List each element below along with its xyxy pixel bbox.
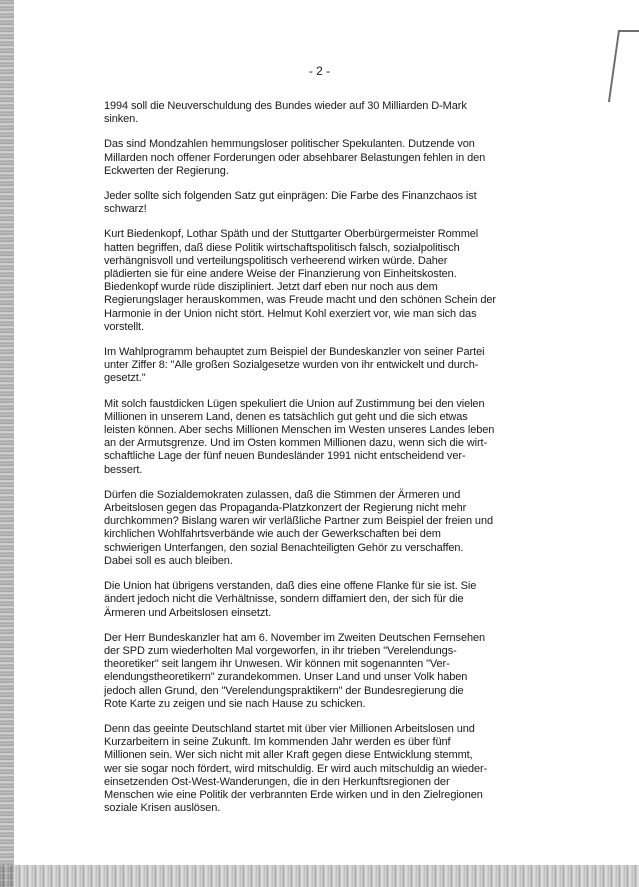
paragraph: Kurt Biedenkopf, Lothar Späth und der Stuttgarter Oberbürgermeister Rommel hatten begriffen, daß diese Politik wirtschaftspolitisch falsch, sozialpolitisch verhängnisvoll und verteilungspolitisch verheerend wirken würde. Daher plädierten sie für eine andere Weise der Finanzierung von Einheitskosten. Biedenkopf wurde rüde diszipliniert. Jetzt darf eben nur noch aus dem Regierungslager herauskommen, was Freude macht und den schönen Schein der Harmonie in der Union nicht stört. Helmut Kohl exerziert vor, wie man sich das vorstellt. [104, 228, 496, 333]
document-body [104, 100, 544, 827]
paragraph: Dürfen die Sozialdemokraten zulassen, daß die Stimmen der Ärmeren und Arbeitslosen gegen das Propaganda-Platzkonzert der Regierung nicht mehr durchkommen? Bislang waren wir verläßliche Partner zum Beispiel der freien und kirchlichen Wohlfahrtsverbände wie auch der Gewerkschaften bei dem schwierigen Unterfangen, den sozial Benachteiligten Gehör zu verschaffen. Dabei soll es auch bleiben. [104, 488, 493, 567]
paragraph: Jeder sollte sich folgenden Satz gut einprägen: Die Farbe des Finanzchaos ist schwarz! [104, 190, 477, 216]
paragraph: Denn das geeinte Deutschland startet mit über vier Millionen Arbeitslosen und Kurzarbeitern in seine Zukunft. Im kommenden Jahr werden es über fünf Millionen sein. Wer sich nicht mit aller Kraft gegen diese Entwicklung stemmt, wer sie sogar noch fördert, wird mitschuldig. Er wird auch mitschuldig an wieder- einsetzenden Ost-West-Wanderungen, die in den Herkunftsregionen der Menschen wie eine Politik der verbrannten Erde wirken und in den Zielregionen soziale Krisen auslösen. [104, 722, 488, 815]
paragraph: Die Union hat übrigens verstanden, daß dies eine offene Flanke für sie ist. Sie ändert jedoch nicht die Verhältnisse, sondern diffamiert den, der sich für die Ärmeren und Arbeitslosen einsetzt. [104, 580, 477, 619]
paragraph: Mit solch faustdicken Lügen spekuliert die Union auf Zustimmung bei den vielen Millionen in unserem Land, denen es tatsächlich gut geht und die sich etwas leisten können. Aber sechs Millionen Menschen im Westen unseres Landes leben an der Armutsgrenze. Und im Osten kommen Millionen dazu, wenn sich die wirt- schaftliche Lage der fünf neuen Bundesländer 1991 nicht entscheidend ver- bessert. [104, 397, 495, 476]
paragraph: Der Herr Bundeskanzler hat am 6. November im Zweiten Deutschen Fernsehen der SPD zum wiederholten Mal vorgeworfen, in ihr trieben "Verelendungs- theoretiker" seit langem ihr Unwesen. Wir können mit sogenannten "Ver- elendungstheoretikern" zurandekommen. Unser Land und unser Volk haben jedoch allen Grund, den "Verelendungspraktikern" der Bundesregierung die Rote Karte zu zeigen und sie nach Hause zu schicken. [104, 631, 486, 710]
scan-border-bottom [0, 865, 639, 887]
paragraph: 1994 soll die Neuverschuldung des Bundes wieder auf 30 Milliarden D-Mark sinken. [104, 100, 467, 126]
paragraph: Im Wahlprogramm behauptet zum Beispiel der Bundeskanzler von seiner Partei unter Ziffer 8: "Alle großen Sozialgesetze wurden von ihr entwickelt und durch- gesetzt." [104, 346, 485, 385]
scan-border-left [0, 0, 14, 887]
paragraph: Das sind Mondzahlen hemmungsloser politischer Spekulanten. Dutzende von Millarden noch offener Forderungen oder absehbarer Belastungen fehlen in den Eckwerten der Regierung. [104, 138, 486, 177]
page-number: - 2 - [308, 64, 331, 78]
